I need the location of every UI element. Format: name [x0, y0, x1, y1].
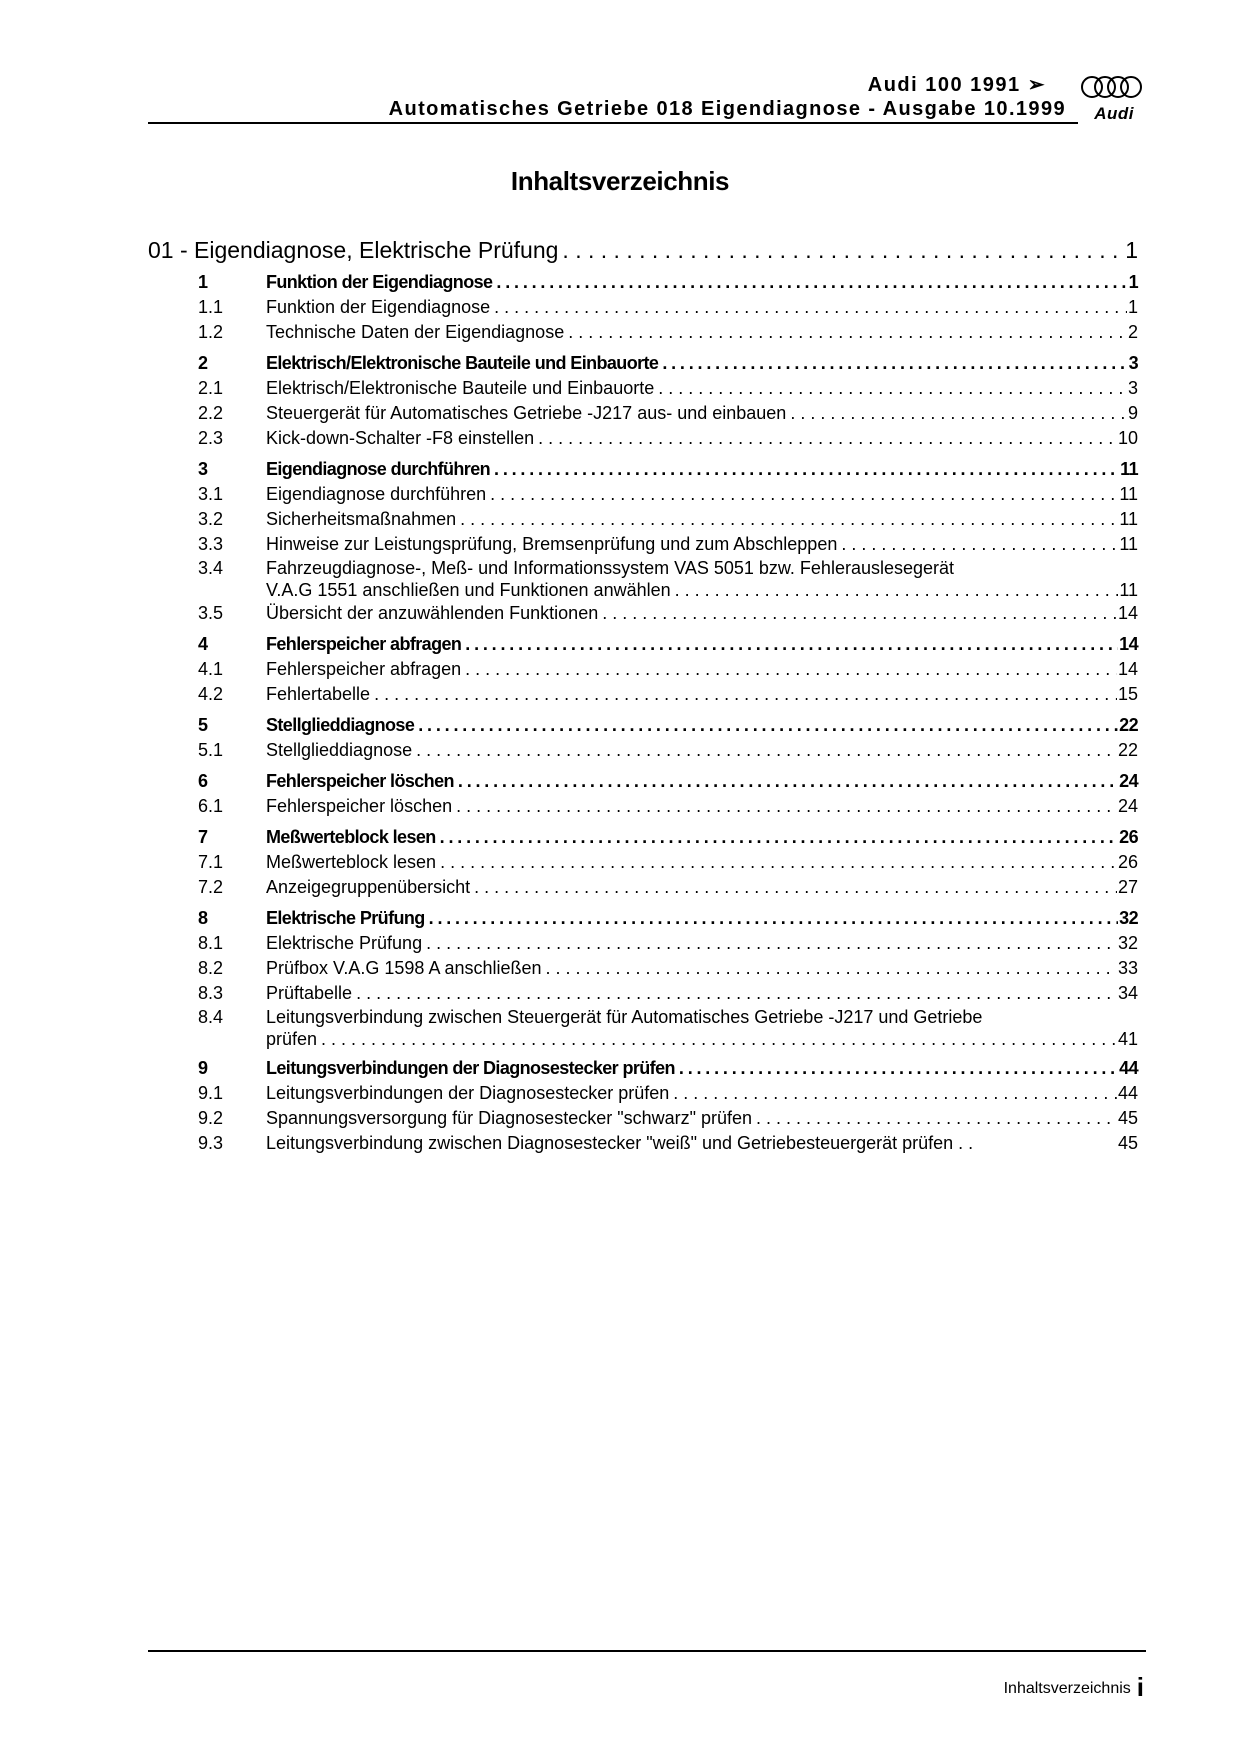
entry-text: Kick-down-Schalter -F8 einstellen — [266, 428, 535, 448]
dot-leader — [494, 295, 1127, 320]
entry-page: 45 — [1117, 1108, 1138, 1128]
page-header — [148, 70, 1148, 126]
brand-text: Audi — [1094, 104, 1134, 123]
toc-subsection-entry[interactable] — [148, 875, 1138, 900]
entry-text: Meßwerteblock lesen — [266, 852, 437, 872]
entry-text: Meßwerteblock lesen — [266, 827, 436, 847]
entry-text: Fehlerspeicher löschen — [266, 771, 454, 791]
entry-text: Fehlerspeicher löschen — [266, 796, 453, 816]
entry-page: 44 — [1117, 1083, 1138, 1103]
dot-leader — [841, 532, 1118, 557]
dot-leader — [673, 1081, 1117, 1106]
toc-subsection-entry[interactable] — [148, 850, 1138, 875]
entry-number: 8.4 — [198, 1007, 224, 1027]
toc-subsection-entry[interactable] — [148, 401, 1138, 426]
entry-page: 11 — [1120, 459, 1138, 479]
toc-section-entry[interactable] — [148, 713, 1138, 738]
entry-number: 6.1 — [198, 796, 224, 816]
entry-number: 1 — [198, 272, 209, 292]
entry-number: 7.2 — [198, 877, 224, 897]
entry-page: 14 — [1117, 659, 1138, 679]
entry-page: 26 — [1117, 852, 1138, 872]
header-rule — [148, 122, 1078, 124]
entry-number: 3 — [198, 459, 209, 479]
entry-text: Prüftabelle — [266, 983, 353, 1003]
table-of-contents — [148, 232, 1138, 1156]
chapter-label: 01 - Eigendiagnose, Elektrische Prüfung — [148, 237, 562, 264]
rings-icon — [1078, 74, 1148, 102]
entry-text: Übersicht der anzuwählenden Funktionen — [266, 603, 599, 623]
entry-number: 4.2 — [198, 684, 224, 704]
page-title: Inhaltsverzeichnis — [510, 166, 730, 196]
toc-section-entry[interactable] — [148, 1056, 1138, 1081]
toc-subsection-entry[interactable] — [148, 507, 1138, 532]
toc-entries — [148, 270, 1138, 1156]
entry-number: 7.1 — [198, 852, 224, 872]
entry-page: 1 — [1128, 272, 1138, 292]
dot-leader — [356, 981, 1117, 1006]
dot-leader — [756, 1106, 1117, 1131]
toc-subsection-entry[interactable] — [148, 376, 1138, 401]
dot-leader — [790, 401, 1127, 426]
entry-text: Leitungsverbindungen der Diagnosestecker prüfen — [266, 1058, 675, 1078]
footer-page-number: i — [1136, 1672, 1144, 1702]
entry-text: Fehlerspeicher abfragen — [266, 634, 462, 654]
entry-text: Spannungsversorgung für Diagnosestecker "schwarz" prüfen — [266, 1108, 753, 1128]
toc-subsection-entry[interactable] — [148, 682, 1138, 707]
toc-subsection-entry[interactable] — [148, 320, 1138, 345]
toc-subsection-entry[interactable] — [148, 931, 1138, 956]
toc-subsection-entry[interactable] — [148, 956, 1138, 981]
toc-subsection-entry[interactable] — [148, 981, 1138, 1006]
footer-rule — [148, 1650, 1146, 1652]
entry-text: Leitungsverbindungen der Diagnosestecker prüfen — [266, 1083, 670, 1103]
dot-leader — [465, 657, 1117, 682]
entry-text-line2: V.A.G 1551 anschließen und Funktionen anwählen — [266, 580, 671, 600]
dot-leader — [562, 237, 1125, 264]
entry-text: Eigendiagnose durchführen — [266, 484, 487, 504]
entry-number: 5.1 — [198, 740, 224, 760]
entry-text: Stellglieddiagnose — [266, 715, 415, 735]
dot-leader — [658, 376, 1127, 401]
toc-subsection-entry[interactable] — [148, 794, 1138, 819]
brand-logo — [1078, 74, 1148, 122]
entry-number: 3.1 — [198, 484, 224, 504]
entry-page: 14 — [1119, 634, 1138, 654]
dot-leader — [374, 682, 1117, 707]
page-footer — [1004, 1672, 1144, 1703]
entry-number: 3.2 — [198, 509, 224, 529]
toc-subsection-entry[interactable] — [148, 1006, 1138, 1050]
entry-number: 4.1 — [198, 659, 224, 679]
chapter-page: 1 — [1125, 237, 1138, 263]
entry-number: 6 — [198, 771, 209, 791]
toc-section-entry[interactable] — [148, 457, 1138, 482]
entry-number: 8.1 — [198, 933, 224, 953]
toc-subsection-entry[interactable] — [148, 557, 1138, 601]
entry-page: 22 — [1117, 740, 1138, 760]
toc-section-entry[interactable] — [148, 769, 1138, 794]
toc-chapter[interactable] — [148, 232, 1138, 264]
dot-leader — [458, 769, 1118, 794]
entry-text: Funktion der Eigendiagnose — [266, 297, 491, 317]
dot-leader — [456, 794, 1117, 819]
entry-number: 2.2 — [198, 403, 224, 423]
entry-page: 45 — [1117, 1133, 1138, 1153]
entry-page: 11 — [1119, 534, 1138, 554]
toc-section-entry[interactable] — [148, 351, 1138, 376]
entry-text: Elektrische Prüfung — [266, 933, 423, 953]
toc-subsection-entry[interactable] — [148, 295, 1138, 320]
entry-page: 44 — [1119, 1058, 1138, 1078]
entry-page: 24 — [1117, 796, 1138, 816]
toc-subsection-entry[interactable] — [148, 1106, 1138, 1131]
entry-page: 1 — [1127, 297, 1138, 317]
entry-number: 8.2 — [198, 958, 224, 978]
entry-number: 1.1 — [198, 297, 224, 317]
toc-subsection-entry[interactable] — [148, 482, 1138, 507]
dot-leader — [440, 825, 1119, 850]
entry-page: 10 — [1117, 428, 1138, 448]
toc-section-entry[interactable] — [148, 270, 1138, 295]
toc-subsection-entry[interactable] — [148, 1131, 1138, 1156]
entry-number: 7 — [198, 827, 209, 847]
entry-number: 8 — [198, 908, 209, 928]
entry-number: 2.3 — [198, 428, 224, 448]
entry-text: Elektrische Prüfung — [266, 908, 425, 928]
toc-subsection-entry[interactable] — [148, 738, 1138, 763]
entry-page: 33 — [1117, 958, 1138, 978]
entry-number: 2.1 — [198, 378, 224, 398]
entry-number: 8.3 — [198, 983, 224, 1003]
entry-number: 5 — [198, 715, 209, 735]
entry-page: 11 — [1119, 484, 1138, 504]
entry-page: 24 — [1119, 771, 1138, 791]
entry-page: 32 — [1119, 908, 1138, 928]
entry-number: 9.2 — [198, 1108, 224, 1128]
dot-leader — [426, 931, 1117, 956]
entry-text-line1: Fahrzeugdiagnose-, Meß- und Informationssystem VAS 5051 bzw. Fehlerauslesegerät — [266, 558, 955, 578]
entry-page: 27 — [1117, 877, 1138, 897]
entry-text: Fehlerspeicher abfragen — [266, 659, 462, 679]
toc-subsection-entry[interactable] — [148, 601, 1138, 626]
footer-label: Inhaltsverzeichnis — [1003, 1680, 1131, 1697]
entry-page: 3 — [1128, 353, 1138, 373]
toc-subsection-entry[interactable] — [148, 657, 1138, 682]
dot-leader — [494, 457, 1119, 482]
entry-text: Fehlertabelle — [266, 684, 371, 704]
dot-leader — [496, 270, 1127, 295]
entry-number: 1.2 — [198, 322, 224, 342]
entry-number: 2 — [198, 353, 209, 373]
entry-text-line2: prüfen — [266, 1029, 318, 1049]
dot-leader — [675, 580, 1119, 601]
entry-text: Technische Daten der Eigendiagnose — [266, 322, 565, 342]
dot-leader — [429, 906, 1119, 931]
entry-page: 34 — [1117, 983, 1138, 1003]
toc-subsection-entry[interactable] — [148, 532, 1138, 557]
entry-text: Stellglieddiagnose — [266, 740, 413, 760]
dot-leader — [662, 351, 1127, 376]
toc-subsection-entry[interactable] — [148, 426, 1138, 451]
entry-text-line1: Leitungsverbindung zwischen Steuergerät für Automatisches Getriebe -J217 und Getriebe — [266, 1007, 983, 1027]
entry-text: Sicherheitsmaßnahmen — [266, 509, 457, 529]
entry-page: 2 — [1127, 322, 1138, 342]
entry-number: 3.4 — [198, 558, 224, 578]
entry-number: 4 — [198, 634, 209, 654]
dot-leader — [321, 1029, 1117, 1050]
entry-number: 9 — [198, 1058, 209, 1078]
entry-page: 3 — [1127, 378, 1138, 398]
manual-line: Automatisches Getriebe 018 Eigendiagnose - Ausgabe 10.1999 — [388, 98, 1066, 120]
entry-page: 11 — [1119, 509, 1138, 529]
entry-text: Elektrisch/Elektronische Bauteile und Einbauorte — [266, 353, 659, 373]
entry-text: Eigendiagnose durchführen — [266, 459, 491, 479]
dot-leader — [418, 713, 1118, 738]
entry-number: 3.5 — [198, 603, 224, 623]
entry-text: Hinweise zur Leistungsprüfung, Bremsenprüfung und zum Abschleppen — [266, 534, 838, 554]
entry-page: 15 — [1117, 684, 1138, 704]
dot-leader — [460, 507, 1118, 532]
model-line: Audi 100 1991 ➢ — [867, 74, 1046, 96]
entry-number: 9.1 — [198, 1083, 224, 1103]
dot-leader — [490, 482, 1118, 507]
toc-subsection-entry[interactable] — [148, 1081, 1138, 1106]
dot-leader — [538, 426, 1117, 451]
dot-leader — [474, 875, 1117, 900]
entry-text: Funktion der Eigendiagnose — [266, 272, 493, 292]
entry-page: 11 — [1119, 580, 1138, 600]
entry-page: 32 — [1117, 933, 1138, 953]
dot-leader — [679, 1056, 1118, 1081]
entry-text: Steuergerät für Automatisches Getriebe -J217 aus- und einbauen — [266, 403, 787, 423]
entry-text: Elektrisch/Elektronische Bauteile und Einbauorte — [266, 378, 655, 398]
entry-number: 3.3 — [198, 534, 224, 554]
entry-text: Prüfbox V.A.G 1598 A anschließen — [266, 958, 542, 978]
dot-leader — [546, 956, 1117, 981]
entry-page: 26 — [1119, 827, 1138, 847]
dot-leader — [602, 601, 1117, 626]
entry-text: Leitungsverbindung zwischen Diagnosestecker "weiß" und Getriebesteuergerät prüfen . . — [266, 1133, 974, 1153]
toc-section-entry[interactable] — [148, 825, 1138, 850]
entry-page: 14 — [1117, 603, 1138, 623]
toc-section-entry[interactable] — [148, 632, 1138, 657]
entry-text: Anzeigegruppenübersicht — [266, 877, 471, 897]
dot-leader — [416, 738, 1117, 763]
dot-leader — [465, 632, 1118, 657]
dot-leader — [568, 320, 1127, 345]
dot-leader — [440, 850, 1117, 875]
entry-page: 9 — [1127, 403, 1138, 423]
entry-number: 9.3 — [198, 1133, 224, 1153]
entry-page: 41 — [1117, 1029, 1138, 1049]
entry-page: 22 — [1119, 715, 1138, 735]
toc-section-entry[interactable] — [148, 906, 1138, 931]
